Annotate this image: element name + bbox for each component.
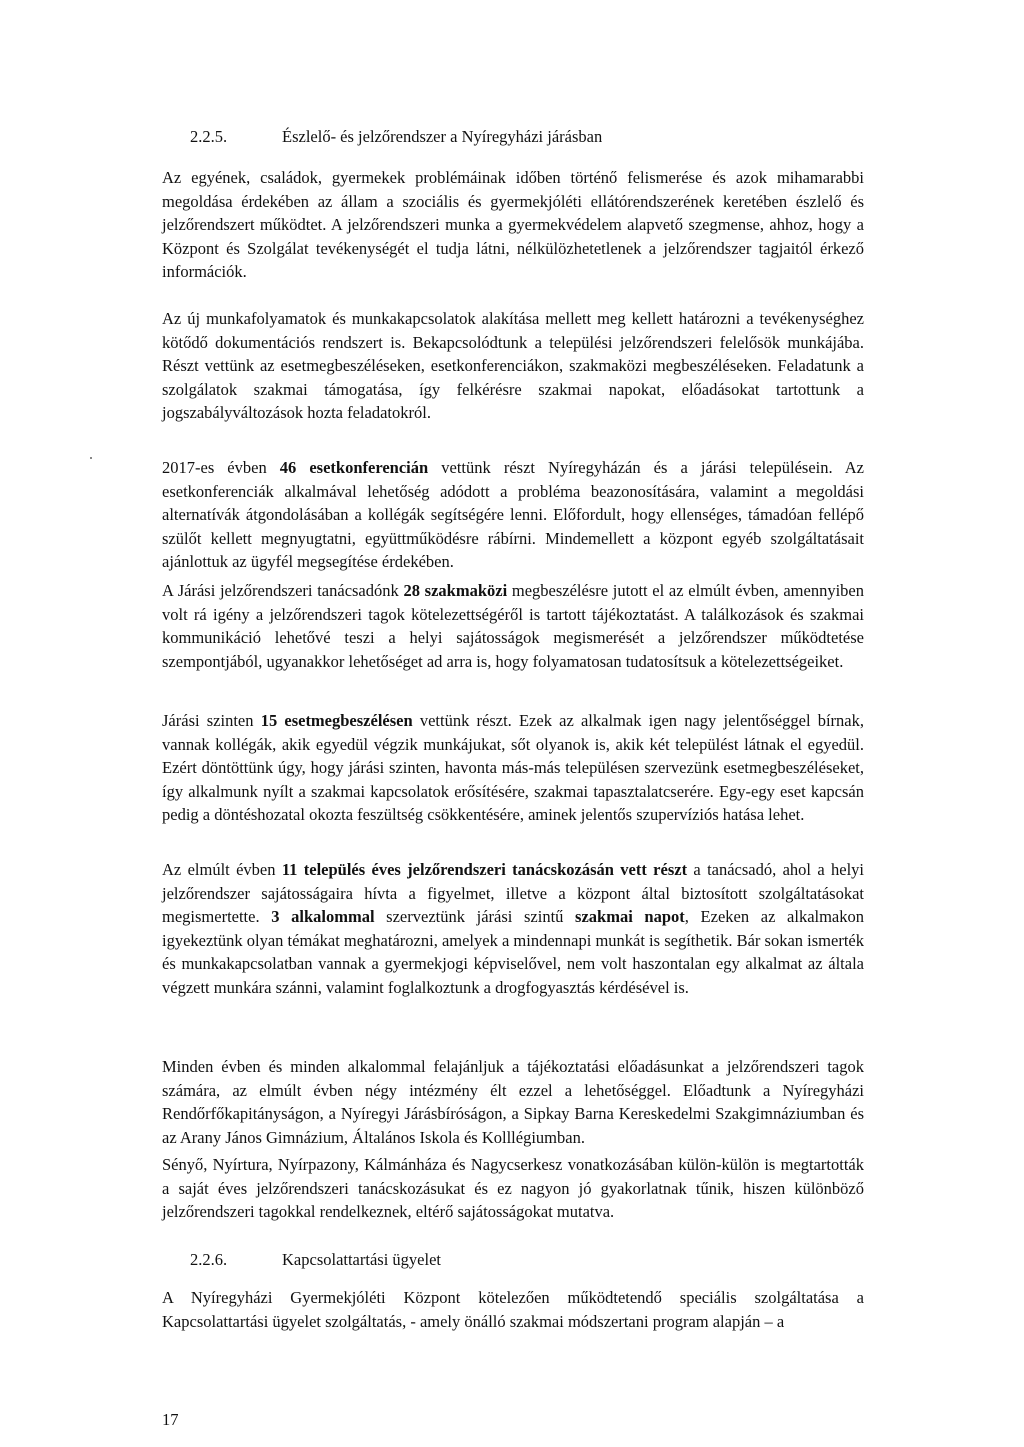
paragraph-6-emphasis-2: 3 alkalommal [271, 907, 375, 927]
paragraph-4-text-c: megbeszélésre jutott el az elmúlt évben, amennyiben volt rá igény a jelzőrendszeri tagok kötelezettségéről is tartott tájékoztatást. A találkozások és szakmai kommunikáció lehetővé teszi a helyi sajátosságok megismerését a jelzőrendszer működtetése szempontjából, ugyanakkor lehetőséget ad arra is, hogy folyamatosan tudatosítsuk a kötelezettségeiket. [162, 581, 864, 671]
paragraph-3-emphasis: 46 esetkonferencián [279, 458, 429, 477]
paragraph-6-text-g: , Ezeken az alkalmakon igyekeztünk olyan témákat meghatározni, amelyek a mindennapi munkát is segíthetik. Bár sokan ismerték és munkakapcsolatban vannak a gyermekjogi képviselővel, nem volt haszontalan egy alkalmat az általa végzett munkára szánni, valamint foglalkoztunk a drogfogyasztás kérdésével is. [162, 907, 865, 997]
paragraph-6-text-c: a tanácsadó, ahol a helyi jelzőrendszer sajátosságaira hívta a figyelmet, illetve a központ által biztosított szolgáltatásokat megismertette. [162, 860, 864, 927]
paragraph-1: Az egyének, családok, gyermekek problémáinak időben történő felismerése és azok mihamarabbi megoldása érdekében az állam a szociális és gyermekjóléti ellátórendszerének keretében észlelő és jelzőrendszert működtet. A jelzőrendszeri munka a gyermekvédelem alapvető szegmense, ahhoz, hogy a Központ és Szolgálat tevékenységét el tudja látni, nélkülözhetetlenek a jelzőrendszer tagjaitól érkező információk. [162, 168, 864, 282]
paragraph-4-text-a: A Járási jelzőrendszeri tanácsadónk [162, 581, 404, 600]
paragraph-4 [162, 579, 864, 673]
paragraph-6-emphasis-3: szakmai napot [575, 907, 685, 927]
scan-speck [90, 457, 92, 459]
paragraph-5-text-c: vettünk részt. Ezek az alkalmak igen nagy jelentőséggel bírnak, vannak kollégák, akik egyedül végzik munkájukat, sőt olyanok is, akik két települést látnak el egyedül. Ezért döntöttünk úgy, hogy járási szinten, havonta más-más településen szervezünk esetmegbeszéléseket, így alkalmunk nyílt a szakmai kapcsolatok erősítésére, szakmai tapasztalatcserére. Egy-egy eset kapcsán pedig a döntéshozatal okozta feszültség csökkentésére, aminek jelentős szupervíziós hatása lehet. [162, 711, 865, 825]
paragraph-6 [162, 858, 864, 1000]
section-number: 2.2.5. [190, 127, 228, 146]
paragraph-9: A Nyíregyházi Gyermekjóléti Központ kötelezően működtetendő speciális szolgáltatása a Kapcsolattartási ügyelet szolgáltatás, - amely önálló szakmai módszertani program alapján – a [162, 1288, 864, 1331]
section-heading-2-2-5 [190, 127, 602, 147]
paragraph-6-emphasis-1: 11 település éves jelzőrendszeri tanácskozásán vett részt [281, 860, 688, 879]
paragraph-6-text-e: szerveztünk járási szintű [374, 907, 576, 927]
paragraph-5 [162, 709, 864, 827]
section-title: Kapcsolattartási ügyelet [282, 1250, 441, 1269]
section-heading-2-2-6 [190, 1250, 441, 1270]
paragraph-3-text-c: vettünk részt Nyíregyházán és a járási településein. Az esetkonferenciák alkalmával lehetőség adódott a probléma beazonosítására, valamint a megoldási alternatívák átgondolásában a kollégák segítségére lenni. Előfordult, hogy ellenséges, támadóan fellépő szülőt kellett megnyugtatni, együttműködésre rábírni. Mindemellett a központ egyéb szolgáltatásait ajánlottuk az ügyfél megsegítése érdekében. [162, 458, 865, 572]
paragraph-8: Sényő, Nyírtura, Nyírpazony, Kálmánháza és Nagycserkesz vonatkozásában külön-külön is megtartották a saját éves jelzőrendszeri tanácskozásukat és ez nagyon jó gyakorlatnak tűnik, hiszen különböző jelzőrendszeri tagokkal rendelkeznek, eltérő sajátosságokat mutatva. [162, 1155, 864, 1222]
paragraph-3-text-a: 2017-es évben [162, 458, 280, 477]
paragraph-5-emphasis: 15 esetmegbeszélésen [260, 711, 413, 730]
paragraph-3 [162, 456, 864, 574]
section-number: 2.2.6. [190, 1250, 228, 1269]
paragraph-7: Minden évben és minden alkalommal felajánljuk a tájékoztatási előadásunkat a jelzőrendszeri tagok számára, az elmúlt évben négy intézmény élt ezzel a lehetőséggel. Előadtunk a Nyíregyházi Rendőrfőkapitányságon, a Nyíregyi Járásbíróságon, a Sipkay Barna Kereskedelmi Szakgimnáziumban és az Arany János Gimnázium, Általános Iskola és Kolllégiumban. [162, 1057, 864, 1147]
paragraph-5-text-a: Járási szinten [162, 711, 261, 730]
paragraph-4-emphasis: 28 szakmaközi [403, 581, 508, 600]
paragraph-2: Az új munkafolyamatok és munkakapcsolatok alakítása mellett meg kellett határozni a tevékenységhez kötődő dokumentációs rendszert is. Bekapcsolódtunk a települési jelzőrendszeri felelősök munkájába. Részt vettünk az esetmegbeszéléseken, esetkonferenciákon, szakmaközi megbeszéléseken. Feladatunk a szolgálatok szakmai támogatása, így felkérésre szakmai napokat, előadásokat tartottunk a jogszabályváltozások hozta feladatokról. [162, 309, 864, 423]
section-title: Észlelő- és jelzőrendszer a Nyíregyházi járásban [282, 127, 603, 146]
page-number: 17 [162, 1410, 179, 1429]
paragraph-6-text-a: Az elmúlt évben [162, 860, 282, 879]
